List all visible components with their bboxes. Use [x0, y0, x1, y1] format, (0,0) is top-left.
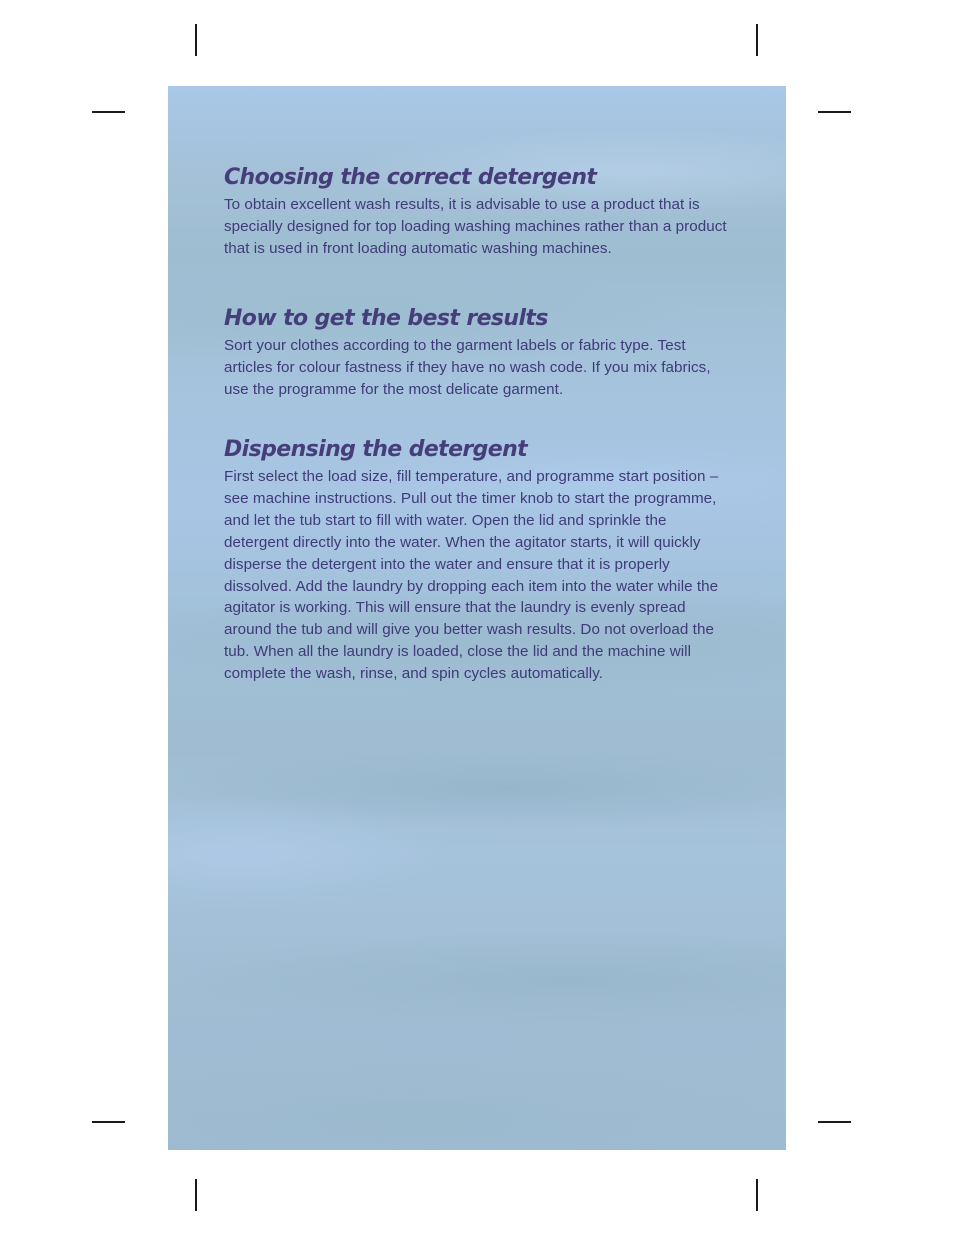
crop-mark-top-right: [756, 24, 758, 56]
section-heading: Dispensing the detergent: [224, 437, 528, 462]
section-body: To obtain excellent wash results, it is advisable to use a product that is specially designed for top loading washing machines rather than a product that is used in front loading automatic washing machines.: [224, 196, 727, 257]
crop-mark-right-bottom: [818, 1121, 851, 1123]
page-content: [224, 164, 734, 683]
page-panel: [168, 86, 786, 1150]
crop-mark-bottom-left: [195, 1179, 197, 1211]
section-body: Sort your clothes according to the garment labels or fabric type. Test articles for colour fastness if they have no wash code. If you mix fabrics, use the programme for the most delicate garment.: [224, 337, 711, 398]
crop-mark-top-left: [195, 24, 197, 56]
crop-mark-bottom-right: [756, 1179, 758, 1211]
section-heading: Choosing the correct detergent: [224, 165, 597, 190]
section-heading: How to get the best results: [224, 306, 548, 331]
section-body: First select the load size, fill temperature, and programme start position – see machine instructions. Pull out the timer knob to start the programme, and let the tub start to fill with water. Open the lid and sprinkle the detergent directly into the water. When the agitator starts, it will quickly disperse the detergent into the water and ensure that it is properly dissolved. Add the laundry by dropping each item into the water while the agitator is working. This will ensure that the laundry is evenly spread around the tub and will give you better wash results. Do not overload the tub. When all the laundry is loaded, close the lid and the machine will complete the wash, rinse, and spin cycles automatically.: [224, 468, 719, 683]
section-choosing-detergent: [224, 164, 734, 260]
section-best-results: [224, 305, 734, 401]
section-dispensing-detergent: [224, 436, 734, 685]
crop-mark-left-top: [92, 111, 125, 113]
crop-mark-right-top: [818, 111, 851, 113]
crop-mark-left-bottom: [92, 1121, 125, 1123]
